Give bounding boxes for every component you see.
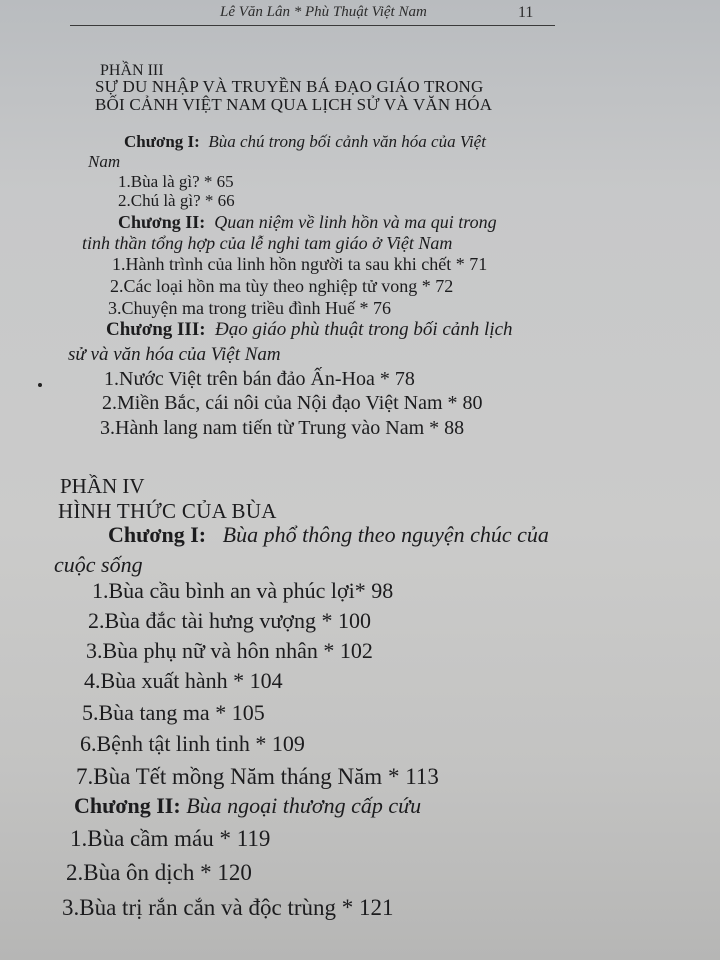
page-number: 11	[518, 4, 534, 21]
toc-entry: 4.Bùa xuất hành * 104	[84, 668, 283, 693]
p3-ch3-label: Chương III:	[106, 319, 206, 340]
p3-ch2-title-cont: tinh thần tổng hợp của lễ nghi tam giáo ở Việt Nam	[82, 233, 453, 253]
toc-entry: 3.Hành lang nam tiến từ Trung vào Nam * 88	[100, 417, 465, 439]
p3-ch3-title: Đạo giáo phù thuật trong bối cảnh lịch	[215, 319, 513, 340]
toc-entry: 1.Bùa là gì? * 65	[118, 172, 234, 191]
p3-ch1-label: Chương I:	[124, 132, 200, 151]
toc-entry: 2.Bùa đắc tài hưng vượng * 100	[88, 608, 371, 633]
toc-entry: 1.Bùa cầm máu * 119	[70, 826, 271, 851]
part3-title-line2: BỐI CẢNH VIỆT NAM QUA LỊCH SỬ VÀ VĂN HÓA	[95, 95, 493, 114]
toc-entry: 3.Bùa trị rắn cắn và độc trùng * 121	[62, 895, 394, 920]
p4-ch2-heading	[74, 793, 421, 819]
p3-ch1-title: Bùa chú trong bối cảnh văn hóa của Việt	[208, 132, 486, 151]
p4-ch2-label: Chương II:	[74, 793, 181, 818]
part4-title: HÌNH THỨC CỦA BÙA	[58, 499, 277, 523]
part4-label: PHẦN IV	[60, 474, 145, 498]
p3-ch3-heading	[106, 319, 513, 341]
p4-ch1-title: Bùa phổ thông theo nguyện chúc của	[222, 522, 549, 547]
p4-ch1-title-cont: cuộc sống	[54, 552, 143, 577]
toc-entry: 6.Bệnh tật linh tinh * 109	[80, 731, 305, 756]
p3-ch2-title: Quan niệm về linh hồn và ma qui trong	[214, 212, 497, 232]
part3-label: PHẦN III	[100, 62, 164, 79]
toc-entry: 7.Bùa Tết mồng Năm tháng Năm * 113	[76, 764, 439, 789]
ink-speck	[38, 383, 42, 387]
toc-entry: 2.Các loại hồn ma tùy theo nghiệp tử vong * 72	[110, 276, 454, 296]
toc-entry: 3.Chuyện ma trong triều đình Huế * 76	[108, 298, 391, 318]
toc-entry: 2.Chú là gì? * 66	[118, 191, 235, 210]
p3-ch1-title-cont: Nam	[88, 152, 121, 171]
toc-entry: 3.Bùa phụ nữ và hôn nhân * 102	[86, 638, 373, 663]
p3-ch2-label: Chương II:	[118, 212, 206, 232]
p3-ch1-heading	[124, 132, 486, 152]
toc-entry: 1.Nước Việt trên bán đảo Ấn-Hoa * 78	[104, 368, 415, 390]
header-rule	[70, 25, 555, 26]
p3-ch2-heading	[118, 212, 497, 233]
toc-entry: 2.Miền Bắc, cái nôi của Nội đạo Việt Nam * 80	[102, 392, 483, 414]
p4-ch2-title: Bùa ngoại thương cấp cứu	[186, 793, 422, 818]
running-title: Lê Văn Lân * Phù Thuật Việt Nam	[220, 4, 427, 20]
toc-entry: 5.Bùa tang ma * 105	[82, 700, 265, 725]
toc-entry: 1.Hành trình của linh hồn người ta sau khi chết * 71	[112, 254, 488, 274]
p3-ch3-title-cont: sử và văn hóa của Việt Nam	[68, 344, 281, 365]
p4-ch1-label: Chương I:	[108, 522, 207, 547]
toc-entry: 1.Bùa cầu bình an và phúc lợi* 98	[92, 578, 394, 603]
p4-ch1-heading	[108, 522, 549, 548]
part3-title-line1: SỰ DU NHẬP VÀ TRUYỀN BÁ ĐẠO GIÁO TRONG	[95, 77, 484, 96]
toc-entry: 2.Bùa ôn dịch * 120	[66, 860, 252, 885]
